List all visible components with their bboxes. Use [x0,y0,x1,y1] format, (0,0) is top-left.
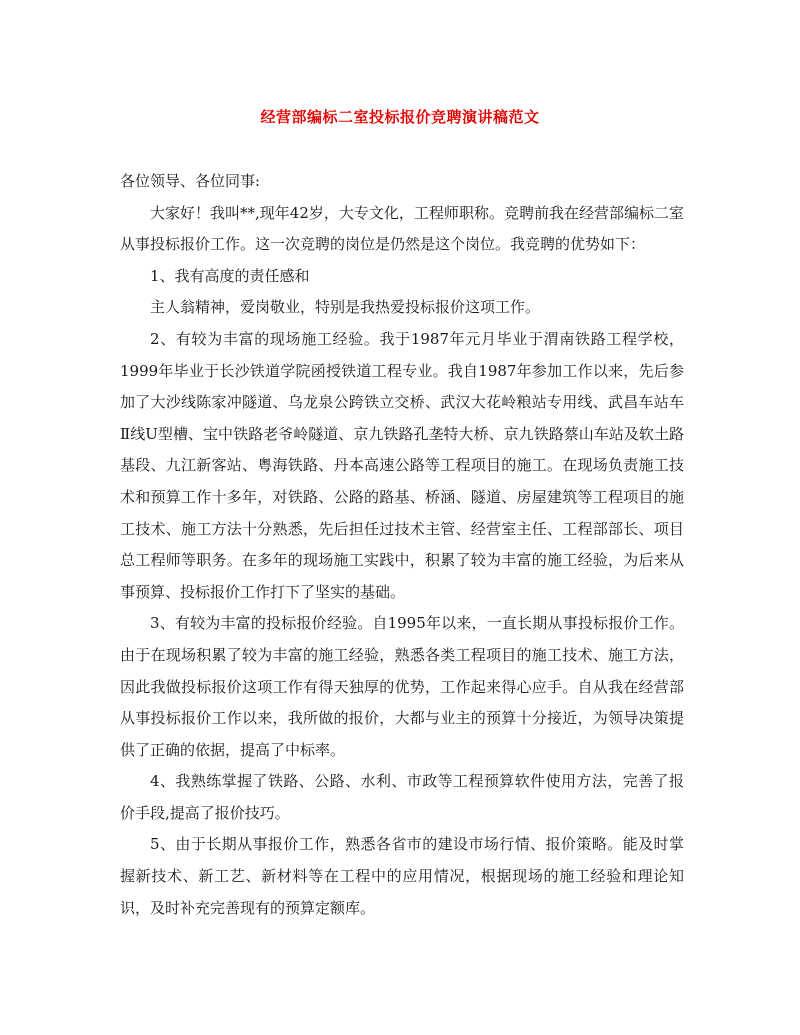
document-title: 经营部编标二室投标报价竞聘演讲稿范文 [260,108,540,126]
paragraph-intro: 大家好！我叫**,现年42岁，大专文化，工程师职称。竞聘前我在经营部编标二室从事投标报价工作。这一次竞聘的岗位是仍然是这个岗位。我竞聘的优势如下： [120,203,684,254]
paragraph-point-1-cont: 主人翁精神，爱岗敬业，特别是我热爱投标报价这项工作。 [150,298,541,317]
document-body [120,166,684,924]
salutation: 各位领导、各位同事: [120,172,261,190]
paragraph-point-3: 3、有较为丰富的投标报价经验。自1995年以来，一直长期从事投标报价工作。由于在现场积累了较为丰富的施工经验，熟悉各类工程项目的施工技术、施工方法，因此我做投标报价这项工作有得天独厚的优势，工作起来得心应手。自从我在经营部从事投标报价工作以来，我所做的报价，大都与业主的预算十分接近，为领导决策提供了正确的依据，提高了中标率。 [120,614,684,759]
paragraph-point-4: 4、我熟练掌握了铁路、公路、水利、市政等工程预算软件使用方法，完善了报价手段,提高了报价技巧。 [120,772,684,822]
paragraph-point-5: 5、由于长期从事报价工作，熟悉各省市的建设市场行情、报价策略。能及时掌握新技术、新工艺、新材料等在工程中的应用情况，根据现场的施工经验和理论知识，及时补充完善现有的预算定额库。 [120,835,684,917]
paragraph-point-1: 1、我有高度的责任感和 [150,266,310,285]
paragraph-point-2: 2、有较为丰富的现场施工经验。我于1987年元月毕业于渭南铁路工程学校，1999年毕业于长沙铁道学院函授铁道工程专业。我自1987年参加工作以来，先后参加了大沙线陈家冲隧道、乌龙泉公跨铁立交桥、武汉大花岭粮站专用线、武昌车站车Ⅱ线U型槽、宝中铁路老爷岭隧道、京九铁路孔垄特大桥、京九铁路蔡山车站及软土路基段、九江新客站、粤海铁路、丹本高速公路等工程项目的施工。在现场负责施工技术和预算工作十多年，对铁路、公路的路基、桥涵、隧道、房屋建筑等工程项目的施工技术、施工方法十分熟悉，先后担任过技术主管、经营室主任、工程部部长、项目总工程师等职务。在多年的现场施工实践中，积累了较为丰富的施工经验，为后来从事预算、投标报价工作打下了坚实的基础。 [120,329,684,601]
